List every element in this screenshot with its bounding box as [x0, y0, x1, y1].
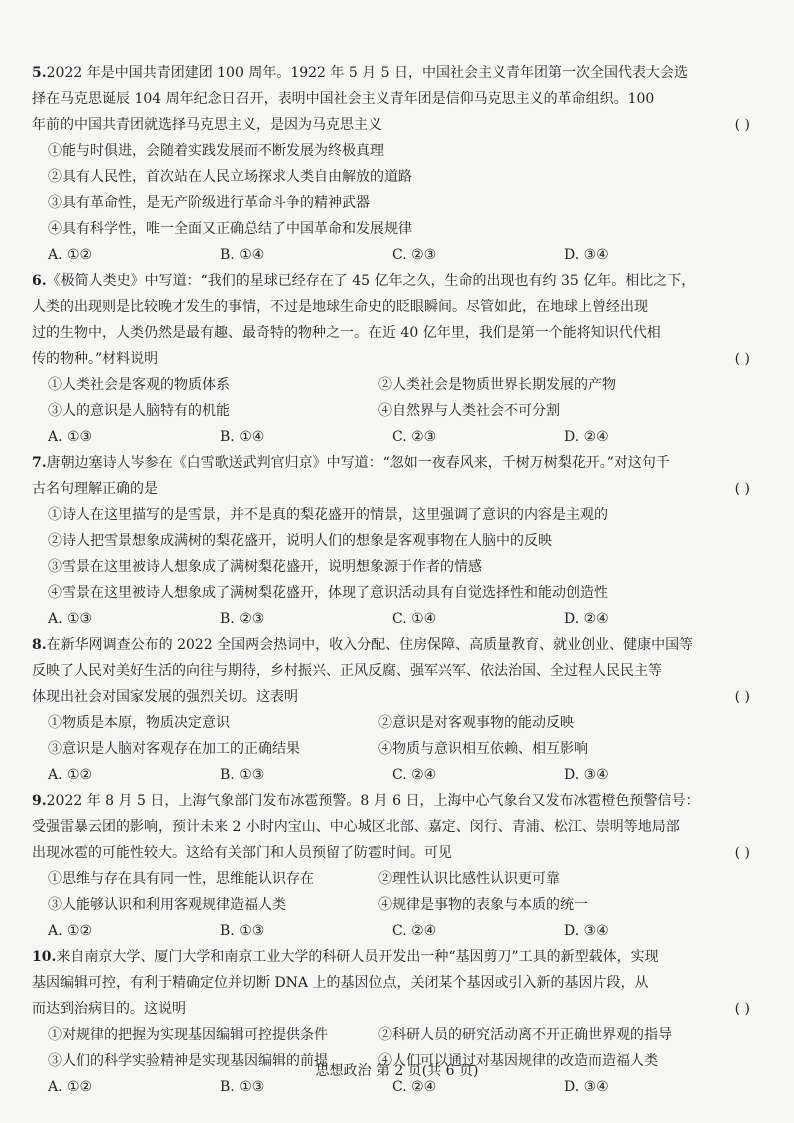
- question-stem-line: 择在马克思诞辰 104 周年纪念日召开，表明中国社会主义青年团是信仰马克思主义的革命组织。100: [32, 91, 655, 107]
- answer-paren: ( ): [734, 1001, 750, 1017]
- question-number: 6.: [32, 273, 47, 289]
- statement: ①对规律的把握为实现基因编辑可控提供条件: [48, 1027, 328, 1043]
- question-stem-line: 受强雷暴云团的影响，预计未来 2 小时内宝山、中心城区北部、嘉定、闵行、青浦、松江、崇明等地局部: [32, 819, 680, 835]
- question-9: [32, 788, 762, 944]
- choice-a: A. ①②: [48, 247, 93, 263]
- question-stem-line: 7.唐朝边塞诗人岑参在《白雪歌送武判官归京》中写道：“忽如一夜春风来，千树万树梨花开。”对这句千: [32, 455, 670, 471]
- statement: ④具有科学性，唯一全面又正确总结了中国革命和发展规律: [48, 221, 412, 237]
- choice-b: B. ①③: [220, 767, 265, 783]
- question-number: 10.: [32, 949, 57, 965]
- choice-d: D. ③④: [564, 1079, 609, 1095]
- statement: ①物质是本原，物质决定意识: [48, 715, 230, 731]
- statement: ④人们可以通过对基因规律的改造而造福人类: [378, 1053, 658, 1069]
- answer-paren: ( ): [734, 689, 750, 705]
- question-stem-line: 传的物种。”材料说明 ( ): [32, 346, 762, 372]
- question-stem-line: 6.《极简人类史》中写道：“我们的星球已经存在了 45 亿年之久，生命的出现也有约 35 亿年。相比之下，: [32, 273, 696, 289]
- choice-c: C. ②④: [392, 1079, 437, 1095]
- question-stem-line: 基因编辑可控，有利于精确定位并切断 DNA 上的基因位点，关闭某个基因或引入新的基因片段，从: [32, 975, 649, 991]
- choice-a: A. ①②: [48, 767, 93, 783]
- choice-b: B. ②③: [220, 611, 265, 627]
- question-8: [32, 632, 762, 788]
- statement: ④物质与意识相互依赖、相互影响: [378, 741, 588, 757]
- choice-b: B. ①③: [220, 1079, 265, 1095]
- statement: ②人类社会是物质世界长期发展的产物: [378, 377, 616, 393]
- question-stem-line: 而达到治病目的。这说明 ( ): [32, 996, 762, 1022]
- question-stem-line: 出现冰雹的可能性较大。这给有关部门和人员预留了防雹时间。可见 ( ): [32, 840, 762, 866]
- question-stem-line: 过的生物中，人类仍然是最有趣、最奇特的物种之一。在近 40 亿年里，我们是第一个能将知识代代相: [32, 325, 661, 341]
- question-stem-line: 5.2022 年是中国共青团建团 100 周年。1922 年 5 月 5 日，中国社会主义青年团第一次全国代表大会选: [32, 65, 689, 81]
- statement: ①诗人在这里描写的是雪景，并不是真的梨花盛开的情景，这里强调了意识的内容是主观的: [48, 507, 608, 523]
- statement: ②意识是对客观事物的能动反映: [378, 715, 574, 731]
- choice-b: B. ①④: [220, 429, 265, 445]
- question-number: 9.: [32, 793, 47, 809]
- statement: ②科研人员的研究活动离不开正确世界观的指导: [378, 1027, 672, 1043]
- choice-c: C. ①④: [392, 611, 437, 627]
- answer-choices: [32, 242, 762, 268]
- statement: ③意识是人脑对客观存在加工的正确结果: [48, 741, 300, 757]
- choice-c: C. ②③: [392, 247, 437, 263]
- statement-row: [32, 710, 762, 736]
- answer-choices: [32, 918, 762, 944]
- statement: ③具有革命性，是无产阶级进行革命斗争的精神武器: [48, 195, 370, 211]
- question-number: 8.: [32, 637, 47, 653]
- choice-a: A. ①②: [48, 1079, 93, 1095]
- statement: ③人的意识是人脑特有的机能: [48, 403, 230, 419]
- statement: ②诗人把雪景想象成满树的梨花盛开，说明人们的想象是客观事物在人脑中的反映: [48, 533, 552, 549]
- question-stem-line: 古名句理解正确的是 ( ): [32, 476, 762, 502]
- statement: ③人能够认识和利用客观规律造福人类: [48, 897, 286, 913]
- answer-paren: ( ): [734, 117, 750, 133]
- question-stem-line: 反映了人民对美好生活的向往与期待，乡村振兴、正风反腐、强军兴军、依法治国、全过程人民民主等: [32, 663, 662, 679]
- choice-d: D. ②④: [564, 611, 609, 627]
- question-stem-line: 8.在新华网调查公布的 2022 全国两会热词中，收入分配、住房保障、高质量教育、就业创业、健康中国等: [32, 637, 694, 653]
- statement: ④规律是事物的表象与本质的统一: [378, 897, 588, 913]
- statement-row: [32, 1022, 762, 1048]
- question-5: [32, 60, 762, 268]
- choice-a: A. ①③: [48, 611, 93, 627]
- statement: ③人们的科学实验精神是实现基因编辑的前提: [48, 1053, 328, 1069]
- statement-row: [32, 372, 762, 398]
- choice-b: B. ①④: [220, 247, 265, 263]
- choice-a: A. ①②: [48, 923, 93, 939]
- answer-choices: [32, 606, 762, 632]
- answer-choices: [32, 762, 762, 788]
- choice-d: D. ③④: [564, 767, 609, 783]
- question-stem-line: 人类的出现则是比较晚才发生的事情，不过是地球生命史的眨眼瞬间。尽管如此，在地球上曾经出现: [32, 299, 648, 315]
- statement-row: [32, 398, 762, 424]
- statement-row: [32, 892, 762, 918]
- statement: ③雪景在这里被诗人想象成了满树梨花盛开，说明想象源于作者的情感: [48, 559, 482, 575]
- statement-row: [32, 736, 762, 762]
- question-6: [32, 268, 762, 450]
- question-stem-line: 体现出社会对国家发展的强烈关切。这表明 ( ): [32, 684, 762, 710]
- question-stem-line: 年前的中国共青团就选择马克思主义，是因为马克思主义 ( ): [32, 112, 762, 138]
- question-number: 5.: [32, 65, 47, 81]
- question-stem-line: 9.2022 年 8 月 5 日，上海气象部门发布冰雹预警。8 月 6 日，上海中心气象台又发布冰雹橙色预警信号：: [32, 793, 700, 809]
- choice-a: A. ①③: [48, 429, 93, 445]
- answer-paren: ( ): [734, 481, 750, 497]
- question-number: 7.: [32, 455, 47, 471]
- choice-c: C. ②④: [392, 767, 437, 783]
- statement: ①能与时俱进，会随着实践发展而不断发展为终极真理: [48, 143, 384, 159]
- statement: ④自然界与人类社会不可分割: [378, 403, 560, 419]
- answer-choices: [32, 424, 762, 450]
- choice-c: C. ②④: [392, 923, 437, 939]
- statement: ④雪景在这里被诗人想象成了满树梨花盛开，体现了意识活动具有自觉选择性和能动创造性: [48, 585, 608, 601]
- statement: ②具有人民性，首次站在人民立场探求人类自由解放的道路: [48, 169, 412, 185]
- choice-d: D. ②④: [564, 429, 609, 445]
- question-7: [32, 450, 762, 632]
- answer-paren: ( ): [734, 351, 750, 367]
- page-footer: 思想政治 第 2 页(共 6 页): [315, 1063, 479, 1079]
- statement: ①人类社会是客观的物质体系: [48, 377, 230, 393]
- statement: ①思维与存在具有同一性，思维能认识存在: [48, 871, 314, 887]
- question-stem-line: 10.来自南京大学、厦门大学和南京工业大学的科研人员开发出一种“基因剪刀”工具的新型载体，实现: [32, 949, 659, 965]
- choice-b: B. ①③: [220, 923, 265, 939]
- choice-d: D. ③④: [564, 923, 609, 939]
- statement: ②理性认识比感性认识更可靠: [378, 871, 560, 887]
- exam-page: [32, 60, 762, 1100]
- choice-d: D. ③④: [564, 247, 609, 263]
- statement-row: [32, 866, 762, 892]
- choice-c: C. ②③: [392, 429, 437, 445]
- answer-paren: ( ): [734, 845, 750, 861]
